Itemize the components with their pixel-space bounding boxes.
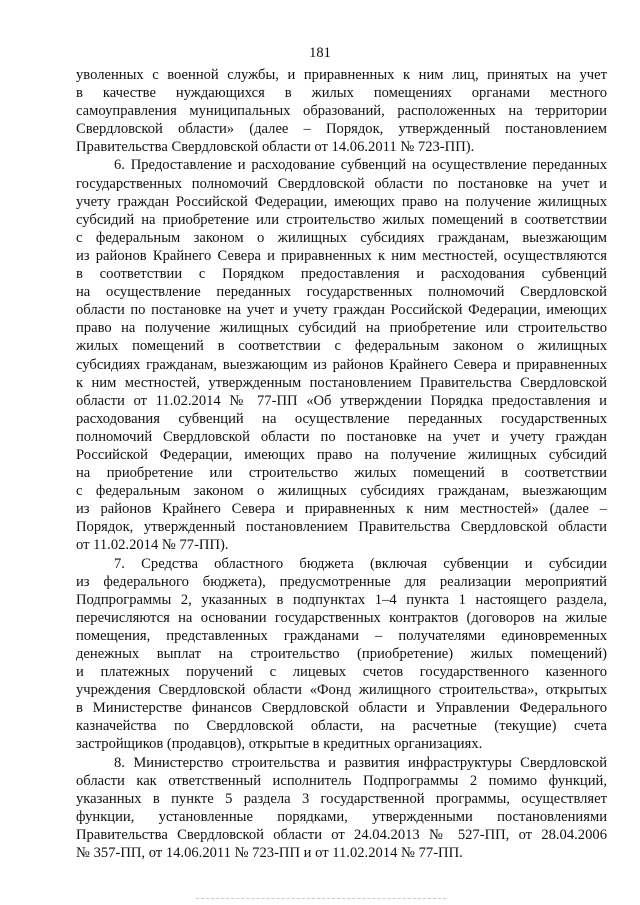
text-line: застройщиков (продавцов), открытые в кредитных организациях.: [76, 736, 483, 753]
text-line: субсидий на приобретение или строительство жилых помещений в соответствии: [76, 211, 607, 228]
text-line: уволенных с военной службы, и приравненных к ним лиц, принятых на учет: [76, 67, 607, 83]
paragraph-2: [76, 156, 607, 554]
paragraph-4: [76, 754, 607, 863]
text-line: государственных полномочий Свердловской области по постановке на учет и: [76, 175, 607, 192]
text-line: функции, установленные порядками, утвержденными постановлениями: [76, 808, 607, 825]
text-line: полномочий Свердловской области по постановке на учет и учету граждан: [76, 428, 607, 445]
text-line: Правительства Свердловской области от 24.04.2013 № 527-ПП, от 28.04.2006: [76, 826, 607, 843]
text-line: Свердловской области» (далее – Порядок, утвержденный постановлением: [76, 121, 607, 138]
document-body: [76, 66, 607, 862]
text-line: в качестве нуждающихся в жилых помещениях органами местного: [76, 85, 607, 102]
text-line: от 11.02.2014 № 77-ПП).: [76, 537, 229, 554]
text-line: в Министерстве финансов Свердловской области и Управлении Федерального: [76, 700, 607, 717]
text-line: Правительства Свердловской области от 14.06.2011 № 723-ПП).: [76, 139, 475, 156]
text-line: самоуправления муниципальных образований, расположенных на территории: [76, 103, 607, 120]
text-line: Порядок, утвержденный постановлением Правительства Свердловской области: [76, 519, 607, 536]
text-line: 8. Министерство строительства и развития инфраструктуры Свердловской: [114, 754, 607, 771]
text-line: Российской Федерации, имеющих право на получение жилищных субсидий: [76, 446, 607, 463]
text-line: казначейства по Свердловской области, на расчетные (текущие) счета: [76, 718, 607, 735]
text-line: указанных в пункте 5 раздела 3 государственной программы, осуществляет: [76, 790, 607, 807]
text-line: из федерального бюджета), предусмотренные для реализации мероприятий: [76, 573, 607, 590]
page-number: 181: [309, 45, 331, 61]
text-line: жилых помещений в соответствии с федеральным законом о жилищных: [76, 338, 607, 355]
text-line: на осуществление переданных государственных полномочий Свердловской: [76, 284, 607, 301]
text-line: из районов Крайнего Севера и приравненных к ним местностей, осуществляются: [76, 247, 607, 264]
text-line: к ним местностей, утвержденным постановлением Правительства Свердловской: [76, 374, 607, 391]
text-line: субсидиях гражданам, выезжающим из районов Крайнего Севера и приравненных: [76, 356, 607, 373]
text-line: 7. Средства областного бюджета (включая субвенции и субсидии: [114, 555, 607, 572]
text-line: денежных выплат на строительство (приобретение) жилых помещений): [76, 646, 607, 662]
text-line: учету граждан Российской Федерации, имеющих право на получение жилищных: [76, 193, 607, 210]
paragraph-1: [76, 66, 607, 156]
text-line: помещения, представленных гражданами – получателями единовременных: [76, 627, 607, 644]
text-line: области как ответственный исполнитель Подпрограммы 2 помимо функций,: [76, 772, 607, 789]
bottom-scan-line: [196, 898, 446, 899]
text-line: в соответствии с Порядком предоставления и расходования субвенций: [76, 266, 607, 283]
text-line: из районов Крайнего Севера и приравненных к ним местностей» (далее –: [76, 501, 607, 518]
text-line: с федеральным законом о жилищных субсидиях гражданам, выезжающим: [76, 483, 607, 500]
text-line: на приобретение или строительство жилых помещений в соответствии: [76, 465, 607, 482]
text-line: перечисляются на основании государственных контрактов (договоров на жилые: [76, 609, 607, 626]
text-line: 6. Предоставление и расходование субвенций на осуществление переданных: [114, 157, 607, 174]
text-line: и платежных поручений с лицевых счетов государственного казенного: [76, 664, 607, 681]
text-line: области от 11.02.2014 № 77-ПП «Об утверждении Порядка предоставления и: [76, 392, 607, 409]
text-line: право на получение жилищных субсидий на приобретение или строительство: [76, 320, 607, 337]
text-line: учреждения Свердловской области «Фонд жилищного строительства», открытых: [76, 682, 607, 699]
text-line: Подпрограммы 2, указанных в подпунктах 1–4 пункта 1 настоящего раздела,: [76, 591, 607, 608]
text-line: № 357-ПП, от 14.06.2011 № 723-ПП и от 11.02.2014 № 77-ПП.: [76, 845, 463, 862]
text-line: области по постановке на учет и учету граждан Российской Федерации, имеющих: [76, 302, 607, 319]
text-line: с федеральным законом о жилищных субсидиях гражданам, выезжающим: [76, 229, 607, 246]
text-line: расходования субвенций на осуществление переданных государственных: [76, 410, 607, 427]
paragraph-3: [76, 555, 607, 754]
